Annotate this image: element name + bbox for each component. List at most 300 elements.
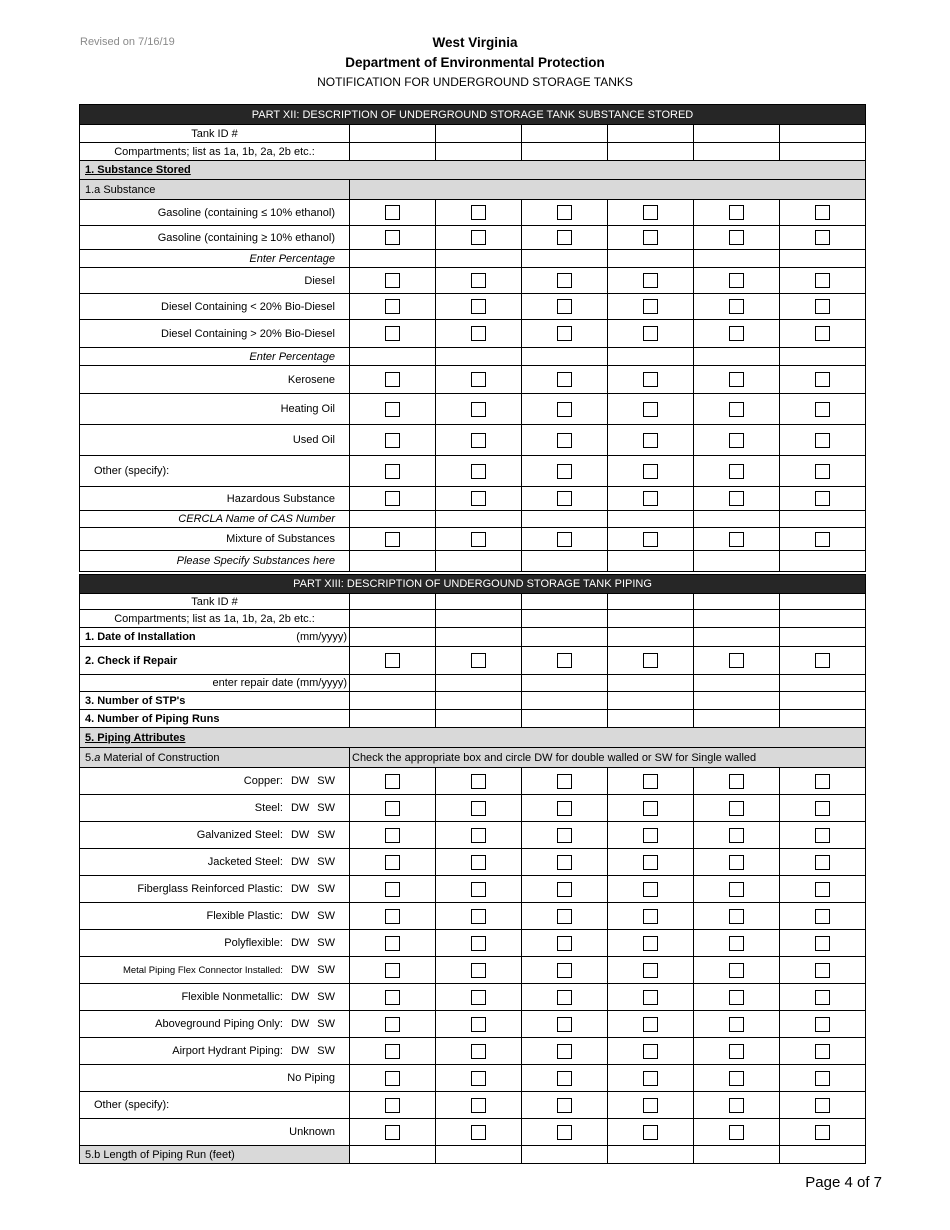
tank-checkbox[interactable] [385, 855, 400, 870]
diesel-gt20-label: Diesel Containing > 20% Bio-Diesel [80, 320, 350, 348]
tank-checkbox[interactable] [815, 801, 830, 816]
tank-entry-cell[interactable] [780, 551, 866, 572]
tank-checkbox[interactable] [385, 532, 400, 547]
tank-checkbox[interactable] [643, 491, 658, 506]
tank-entry-cell[interactable] [608, 628, 694, 647]
tank-entry-cell[interactable] [350, 551, 436, 572]
tank-checkbox[interactable] [557, 990, 572, 1005]
tank-checkbox[interactable] [815, 963, 830, 978]
tank-checkbox[interactable] [729, 532, 744, 547]
tank-checkbox-cell [436, 294, 522, 320]
mixture-label: Mixture of Substances [80, 528, 350, 551]
tank-checkbox[interactable] [643, 990, 658, 1005]
tank-checkbox[interactable] [729, 855, 744, 870]
tank-checkbox-cell [350, 849, 436, 876]
tank-checkbox[interactable] [815, 653, 830, 668]
tank-entry-cell[interactable] [522, 710, 608, 728]
tank-checkbox[interactable] [557, 963, 572, 978]
tank-checkbox[interactable] [643, 326, 658, 341]
tank-entry-cell[interactable] [780, 610, 866, 628]
tank-entry-cell[interactable] [350, 250, 436, 268]
tank-checkbox[interactable] [385, 653, 400, 668]
tank-checkbox[interactable] [815, 299, 830, 314]
tank-checkbox[interactable] [643, 936, 658, 951]
tank-checkbox[interactable] [557, 909, 572, 924]
tank-entry-cell[interactable] [780, 628, 866, 647]
tank-checkbox[interactable] [815, 909, 830, 924]
tank-entry-cell[interactable] [436, 692, 522, 710]
tank-checkbox-cell [608, 528, 694, 551]
tank-checkbox[interactable] [815, 1125, 830, 1140]
tank-checkbox-cell [608, 768, 694, 795]
tank-entry-cell[interactable] [436, 1146, 522, 1164]
dw-option[interactable]: DW [290, 1045, 310, 1057]
dw-option[interactable]: DW [290, 883, 310, 895]
tank-entry-cell[interactable] [694, 710, 780, 728]
tank-checkbox[interactable] [557, 532, 572, 547]
tank-checkbox-cell [780, 849, 866, 876]
tank-checkbox[interactable] [385, 882, 400, 897]
tank-checkbox[interactable] [471, 963, 486, 978]
tank-checkbox[interactable] [385, 990, 400, 1005]
tank-checkbox[interactable] [471, 909, 486, 924]
tank-checkbox[interactable] [815, 326, 830, 341]
tank-checkbox[interactable] [729, 464, 744, 479]
tank-checkbox[interactable] [729, 205, 744, 220]
tank-checkbox-cell [608, 1065, 694, 1092]
tank-checkbox[interactable] [385, 230, 400, 245]
tank-checkbox[interactable] [385, 273, 400, 288]
tank-entry-cell[interactable] [522, 1146, 608, 1164]
tank-checkbox-cell [350, 876, 436, 903]
tank-entry-cell[interactable] [780, 594, 866, 610]
tank-checkbox[interactable] [815, 433, 830, 448]
tank-entry-cell[interactable] [780, 125, 866, 143]
tank-entry-cell[interactable] [694, 628, 780, 647]
tank-checkbox[interactable] [815, 372, 830, 387]
tank-entry-cell[interactable] [350, 1146, 436, 1164]
tank-entry-cell[interactable] [694, 348, 780, 366]
tank-checkbox[interactable] [729, 1098, 744, 1113]
tank-checkbox[interactable] [729, 372, 744, 387]
tank-checkbox[interactable] [643, 909, 658, 924]
tank-checkbox[interactable] [815, 1044, 830, 1059]
tank-checkbox[interactable] [471, 1044, 486, 1059]
tank-entry-cell[interactable] [522, 594, 608, 610]
tank-entry-cell[interactable] [350, 143, 436, 161]
length-piping-run-label: 5.b Length of Piping Run (feet) [80, 1146, 350, 1164]
tank-checkbox[interactable] [815, 774, 830, 789]
tank-checkbox[interactable] [471, 433, 486, 448]
tank-checkbox[interactable] [471, 1071, 486, 1086]
tank-entry-cell[interactable] [522, 551, 608, 572]
tank-checkbox-cell [436, 903, 522, 930]
tank-checkbox[interactable] [385, 326, 400, 341]
tank-checkbox[interactable] [385, 402, 400, 417]
tank-checkbox-cell [436, 930, 522, 957]
tank-checkbox-cell [694, 226, 780, 250]
tank-checkbox[interactable] [385, 909, 400, 924]
tank-checkbox[interactable] [729, 774, 744, 789]
tank-checkbox[interactable] [729, 1044, 744, 1059]
tank-checkbox[interactable] [385, 433, 400, 448]
sw-option[interactable]: SW [317, 829, 335, 841]
tank-checkbox[interactable] [557, 801, 572, 816]
tank-checkbox[interactable] [385, 205, 400, 220]
tank-checkbox[interactable] [643, 464, 658, 479]
dw-option[interactable]: DW [290, 964, 310, 976]
tank-checkbox-cell [522, 456, 608, 487]
tank-checkbox[interactable] [385, 464, 400, 479]
tank-checkbox-cell [694, 795, 780, 822]
tank-checkbox[interactable] [471, 230, 486, 245]
tank-entry-cell[interactable] [694, 143, 780, 161]
tank-checkbox-cell [350, 268, 436, 294]
tank-entry-cell[interactable] [608, 610, 694, 628]
tank-entry-cell[interactable] [608, 511, 694, 528]
tank-entry-cell[interactable] [436, 250, 522, 268]
tank-entry-cell[interactable] [436, 610, 522, 628]
gasoline-ge10-label: Gasoline (containing ≥ 10% ethanol) [80, 226, 350, 250]
tank-entry-cell[interactable] [608, 125, 694, 143]
tank-entry-cell[interactable] [780, 348, 866, 366]
tank-checkbox[interactable] [643, 402, 658, 417]
part-13-table [79, 574, 866, 1164]
tank-checkbox[interactable] [557, 491, 572, 506]
tank-checkbox-cell [522, 849, 608, 876]
tank-checkbox-cell [350, 768, 436, 795]
tank-checkbox[interactable] [643, 1125, 658, 1140]
tank-checkbox-cell [436, 849, 522, 876]
tank-checkbox[interactable] [729, 230, 744, 245]
tank-checkbox-cell [780, 1119, 866, 1146]
sw-option[interactable]: SW [317, 802, 335, 814]
tank-checkbox[interactable] [815, 828, 830, 843]
dw-option[interactable]: DW [290, 910, 310, 922]
tank-entry-cell[interactable] [350, 628, 436, 647]
tank-checkbox[interactable] [385, 963, 400, 978]
tank-checkbox-cell [780, 876, 866, 903]
tank-checkbox[interactable] [557, 273, 572, 288]
tank-checkbox[interactable] [815, 464, 830, 479]
tank-checkbox[interactable] [729, 828, 744, 843]
tank-entry-cell[interactable] [694, 250, 780, 268]
tank-checkbox[interactable] [729, 990, 744, 1005]
tank-checkbox[interactable] [815, 402, 830, 417]
sw-option[interactable]: SW [317, 964, 335, 976]
tank-checkbox[interactable] [471, 491, 486, 506]
repair-date-label: enter repair date (mm/yyyy) [80, 675, 350, 692]
tank-checkbox[interactable] [471, 936, 486, 951]
tank-checkbox[interactable] [557, 1125, 572, 1140]
tank-checkbox-cell [608, 647, 694, 675]
tank-checkbox[interactable] [729, 936, 744, 951]
tank-checkbox[interactable] [643, 855, 658, 870]
tank-entry-cell[interactable] [780, 511, 866, 528]
tank-checkbox-cell [436, 487, 522, 511]
tank-entry-cell[interactable] [780, 250, 866, 268]
tank-checkbox[interactable] [385, 1125, 400, 1140]
tank-checkbox[interactable] [729, 273, 744, 288]
tank-entry-cell[interactable] [522, 610, 608, 628]
tank-checkbox[interactable] [643, 653, 658, 668]
tank-checkbox[interactable] [815, 205, 830, 220]
tank-checkbox[interactable] [471, 1017, 486, 1032]
dw-option[interactable]: DW [290, 991, 310, 1003]
tank-checkbox[interactable] [471, 1098, 486, 1113]
tank-checkbox[interactable] [643, 433, 658, 448]
tank-entry-cell[interactable] [694, 610, 780, 628]
tank-entry-cell[interactable] [780, 710, 866, 728]
tank-checkbox[interactable] [385, 801, 400, 816]
tank-entry-cell[interactable] [436, 710, 522, 728]
wall-type-options [291, 856, 335, 868]
tank-entry-cell[interactable] [436, 628, 522, 647]
tank-checkbox[interactable] [729, 1017, 744, 1032]
page-number: Page 4 of 7 [805, 1174, 882, 1191]
tank-checkbox[interactable] [385, 299, 400, 314]
tank-checkbox[interactable] [643, 273, 658, 288]
tank-entry-cell[interactable] [694, 511, 780, 528]
tank-checkbox[interactable] [471, 855, 486, 870]
tank-checkbox-cell [350, 200, 436, 226]
tank-checkbox[interactable] [471, 882, 486, 897]
dw-option[interactable]: DW [290, 1018, 310, 1030]
tank-checkbox[interactable] [385, 1044, 400, 1059]
tank-checkbox[interactable] [471, 299, 486, 314]
tank-checkbox[interactable] [643, 1017, 658, 1032]
tank-entry-cell[interactable] [694, 125, 780, 143]
tank-checkbox-cell [350, 456, 436, 487]
tank-checkbox[interactable] [643, 828, 658, 843]
tank-checkbox[interactable] [643, 1044, 658, 1059]
tank-checkbox[interactable] [815, 491, 830, 506]
tank-checkbox[interactable] [557, 774, 572, 789]
tank-checkbox[interactable] [471, 402, 486, 417]
tank-entry-cell[interactable] [608, 692, 694, 710]
tank-checkbox[interactable] [643, 774, 658, 789]
tank-entry-cell[interactable] [350, 710, 436, 728]
tank-checkbox[interactable] [815, 532, 830, 547]
tank-entry-cell[interactable] [436, 125, 522, 143]
tank-checkbox[interactable] [815, 1017, 830, 1032]
tank-checkbox[interactable] [729, 326, 744, 341]
dw-option[interactable]: DW [290, 775, 310, 787]
tank-entry-cell[interactable] [436, 511, 522, 528]
tank-checkbox-cell [608, 425, 694, 456]
tank-checkbox[interactable] [729, 491, 744, 506]
tank-entry-cell[interactable] [436, 594, 522, 610]
tank-entry-cell[interactable] [694, 1146, 780, 1164]
tank-checkbox[interactable] [729, 1125, 744, 1140]
tank-checkbox[interactable] [471, 273, 486, 288]
sw-option[interactable]: SW [317, 1045, 335, 1057]
tank-checkbox[interactable] [557, 205, 572, 220]
tank-entry-cell[interactable] [608, 710, 694, 728]
tank-checkbox[interactable] [815, 230, 830, 245]
tank-checkbox-cell [694, 768, 780, 795]
tank-entry-cell[interactable] [780, 692, 866, 710]
tank-checkbox[interactable] [471, 205, 486, 220]
tank-checkbox-cell [436, 268, 522, 294]
tank-checkbox[interactable] [557, 936, 572, 951]
tank-checkbox[interactable] [557, 1071, 572, 1086]
tank-checkbox[interactable] [557, 1044, 572, 1059]
tank-checkbox[interactable] [729, 402, 744, 417]
tank-entry-cell[interactable] [436, 551, 522, 572]
dw-option[interactable]: DW [290, 829, 310, 841]
tank-entry-cell[interactable] [694, 551, 780, 572]
tank-entry-cell[interactable] [522, 628, 608, 647]
dw-option[interactable]: DW [290, 937, 310, 949]
sw-option[interactable]: SW [317, 991, 335, 1003]
tank-checkbox[interactable] [729, 299, 744, 314]
tank-entry-cell[interactable] [436, 348, 522, 366]
specify-substances-label: Please Specify Substances here [80, 551, 350, 572]
sw-option[interactable]: SW [317, 775, 335, 787]
tank-checkbox[interactable] [643, 1098, 658, 1113]
tank-entry-cell[interactable] [436, 675, 522, 692]
tank-checkbox[interactable] [471, 464, 486, 479]
tank-checkbox[interactable] [815, 1071, 830, 1086]
tank-checkbox[interactable] [557, 855, 572, 870]
sw-option[interactable]: SW [317, 910, 335, 922]
tank-entry-cell[interactable] [522, 692, 608, 710]
sw-option[interactable]: SW [317, 1018, 335, 1030]
dw-option[interactable]: DW [290, 802, 310, 814]
tank-checkbox[interactable] [815, 990, 830, 1005]
tank-entry-cell[interactable] [350, 610, 436, 628]
tank-entry-cell[interactable] [522, 348, 608, 366]
tank-entry-cell[interactable] [522, 143, 608, 161]
sw-option[interactable]: SW [317, 937, 335, 949]
tank-checkbox-cell [522, 957, 608, 984]
unknown-label: Unknown [80, 1119, 350, 1146]
check-repair-label: 2. Check if Repair [80, 647, 350, 675]
tank-checkbox[interactable] [557, 1098, 572, 1113]
tank-checkbox-cell [350, 425, 436, 456]
tank-checkbox[interactable] [729, 801, 744, 816]
tank-entry-cell[interactable] [608, 551, 694, 572]
tank-checkbox[interactable] [557, 433, 572, 448]
tank-entry-cell[interactable] [780, 143, 866, 161]
tank-checkbox[interactable] [643, 882, 658, 897]
tank-entry-cell[interactable] [694, 692, 780, 710]
tank-entry-cell[interactable] [608, 1146, 694, 1164]
tank-checkbox[interactable] [385, 1017, 400, 1032]
tank-entry-cell[interactable] [780, 675, 866, 692]
tank-checkbox[interactable] [557, 299, 572, 314]
tank-checkbox[interactable] [643, 299, 658, 314]
tank-entry-cell[interactable] [522, 511, 608, 528]
tank-checkbox[interactable] [643, 532, 658, 547]
tank-checkbox[interactable] [557, 372, 572, 387]
tank-entry-cell[interactable] [436, 143, 522, 161]
tank-checkbox[interactable] [557, 882, 572, 897]
tank-checkbox-cell [350, 394, 436, 425]
tank-entry-cell[interactable] [608, 250, 694, 268]
tank-checkbox[interactable] [815, 855, 830, 870]
tank-checkbox[interactable] [471, 532, 486, 547]
tank-checkbox[interactable] [557, 828, 572, 843]
tank-checkbox[interactable] [729, 1071, 744, 1086]
tank-entry-cell[interactable] [608, 675, 694, 692]
tank-checkbox[interactable] [729, 882, 744, 897]
tank-checkbox[interactable] [815, 273, 830, 288]
tank-checkbox[interactable] [385, 1071, 400, 1086]
tank-checkbox-cell [522, 394, 608, 425]
tank-checkbox[interactable] [471, 801, 486, 816]
tank-checkbox[interactable] [385, 491, 400, 506]
tank-entry-cell[interactable] [608, 594, 694, 610]
tank-entry-cell[interactable] [350, 594, 436, 610]
tank-entry-cell[interactable] [350, 348, 436, 366]
tank-entry-cell[interactable] [608, 143, 694, 161]
tank-checkbox[interactable] [385, 774, 400, 789]
tank-checkbox[interactable] [815, 882, 830, 897]
tank-checkbox[interactable] [471, 828, 486, 843]
material-sub-a: a [94, 751, 101, 764]
tank-checkbox[interactable] [385, 1098, 400, 1113]
tank-checkbox[interactable] [643, 205, 658, 220]
tank-checkbox[interactable] [729, 909, 744, 924]
tank-entry-cell[interactable] [522, 675, 608, 692]
tank-checkbox[interactable] [471, 774, 486, 789]
tank-checkbox[interactable] [557, 1017, 572, 1032]
copper-label [80, 768, 350, 795]
tank-checkbox[interactable] [471, 326, 486, 341]
sw-option[interactable]: SW [317, 883, 335, 895]
tank-checkbox[interactable] [471, 372, 486, 387]
tank-entry-cell[interactable] [350, 692, 436, 710]
tank-checkbox[interactable] [729, 963, 744, 978]
tank-checkbox[interactable] [729, 653, 744, 668]
tank-entry-cell[interactable] [694, 675, 780, 692]
tank-checkbox[interactable] [385, 828, 400, 843]
tank-checkbox[interactable] [643, 1071, 658, 1086]
tank-entry-cell[interactable] [694, 594, 780, 610]
tank-checkbox[interactable] [815, 1098, 830, 1113]
tank-checkbox[interactable] [385, 936, 400, 951]
dw-option[interactable]: DW [290, 856, 310, 868]
tank-entry-cell[interactable] [350, 125, 436, 143]
material-name: Copper: [243, 775, 283, 787]
tank-checkbox[interactable] [557, 653, 572, 668]
tank-checkbox[interactable] [557, 230, 572, 245]
tank-entry-cell[interactable] [780, 1146, 866, 1164]
sw-option[interactable]: SW [317, 856, 335, 868]
tank-checkbox[interactable] [557, 464, 572, 479]
tank-checkbox[interactable] [815, 936, 830, 951]
tank-checkbox[interactable] [643, 372, 658, 387]
tank-checkbox[interactable] [643, 230, 658, 245]
tank-checkbox[interactable] [471, 653, 486, 668]
tank-entry-cell[interactable] [522, 125, 608, 143]
tank-entry-cell[interactable] [522, 250, 608, 268]
tank-entry-cell[interactable] [350, 675, 436, 692]
tank-checkbox[interactable] [557, 326, 572, 341]
tank-checkbox[interactable] [385, 372, 400, 387]
tank-entry-cell[interactable] [350, 511, 436, 528]
tank-checkbox[interactable] [643, 801, 658, 816]
tank-checkbox[interactable] [471, 990, 486, 1005]
tank-checkbox[interactable] [643, 963, 658, 978]
enter-percentage-label: Enter Percentage [80, 250, 350, 268]
tank-checkbox[interactable] [557, 402, 572, 417]
tank-checkbox[interactable] [471, 1125, 486, 1140]
tank-entry-cell[interactable] [608, 348, 694, 366]
tank-checkbox[interactable] [729, 433, 744, 448]
